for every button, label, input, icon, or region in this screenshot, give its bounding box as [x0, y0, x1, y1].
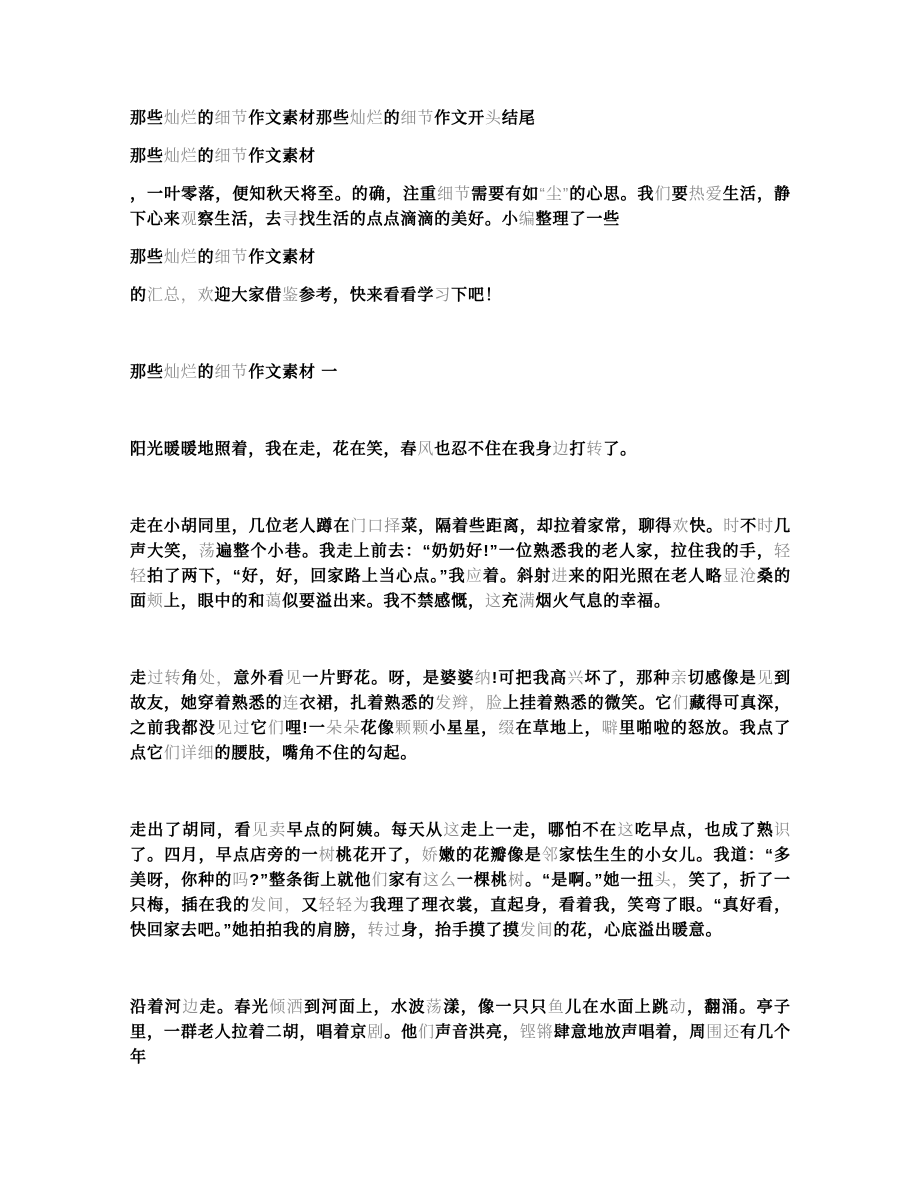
text-segment: 来的阳光照在老人略: [568, 568, 723, 585]
fallback-font-text: 热爱: [688, 186, 723, 203]
fallback-font-text: 们: [672, 695, 690, 712]
text-segment: 遍整个小巷。我走上前去：“奶奶好!”一位熟悉我的老人家，拉住我的手，: [216, 543, 775, 560]
text-segment: ，翻涌。亭子里，一群老人拉着二胡，唱着京: [130, 999, 791, 1041]
text-segment: 菜，隔着些距离，却拉着家常，聊得: [401, 518, 673, 535]
fallback-font-text: 蔼: [265, 593, 283, 610]
text-segment: 坏了，那种: [584, 670, 671, 687]
text-segment: 切感像是: [687, 670, 757, 687]
fallback-font-text: 转: [586, 441, 604, 458]
document-body: [130, 106, 791, 1122]
fallback-font-text: 灿烂: [163, 364, 198, 381]
text-segment: 走。春光: [199, 999, 270, 1016]
text-segment: 到河面上，水波: [304, 999, 426, 1016]
text-segment: 又: [301, 897, 319, 914]
text-segment: 那些: [130, 249, 164, 266]
fallback-font-text: 鱼: [547, 999, 566, 1016]
fallback-font-text: 剧: [367, 1024, 385, 1041]
fallback-font-text: 荡: [198, 543, 217, 560]
fallback-font-text: 见: [756, 670, 775, 687]
text-segment: 作文素材那些: [248, 110, 350, 127]
fallback-font-text: 编: [518, 211, 536, 228]
fallback-font-text: 这么: [422, 872, 457, 889]
fallback-font-text: 们详细: [163, 745, 215, 762]
text-segment: 几声大笑，: [130, 518, 792, 560]
fallback-font-text: 铿锵: [519, 1024, 554, 1041]
text-segment: 那些: [130, 148, 164, 165]
text-segment: 的: [197, 249, 215, 266]
text-segment: 上挂着熟悉的微笑。它: [502, 695, 673, 712]
fallback-font-text: 进: [551, 568, 569, 585]
fallback-font-text: 细节: [437, 186, 472, 203]
text-segment: 小星星，: [429, 720, 499, 737]
text-segment: 找生活的点点滴滴的美好。小: [299, 211, 519, 228]
fallback-font-text: 门口择: [350, 518, 402, 535]
text-segment: 吃早点，也成了熟: [634, 822, 775, 839]
text-segment: 身，抬手摸了摸: [401, 922, 520, 939]
fallback-font-text: 们: [267, 720, 286, 737]
text-segment: 走在小胡同里，几位老人蹲在: [130, 518, 351, 535]
fallback-font-text: 处，: [198, 670, 234, 687]
paragraph: [130, 182, 791, 232]
fallback-font-text: 边: [552, 441, 570, 458]
text-segment: 到故友，她穿着熟悉的: [130, 670, 791, 712]
text-segment: 的: [383, 110, 401, 127]
text-segment: 充: [501, 593, 519, 610]
text-segment: 的: [197, 148, 215, 165]
text-segment: !可把我高: [491, 670, 568, 687]
fallback-font-text: 缀: [498, 720, 516, 737]
text-segment: 一片野花。呀，是婆婆: [302, 670, 475, 687]
fallback-font-text: 应: [465, 568, 483, 585]
text-segment: 的: [197, 110, 215, 127]
keyword-line: [130, 245, 791, 270]
fallback-font-text: 这: [617, 822, 635, 839]
fallback-font-text: 风: [417, 441, 435, 458]
text-segment: 沿着河: [130, 999, 183, 1016]
text-segment: 一棵桃: [456, 872, 509, 889]
text-segment: 。“是啊。”她一扭: [525, 872, 655, 889]
text-segment: 要: [671, 186, 689, 203]
text-segment: 作文素材 一: [248, 364, 339, 381]
text-segment: 作文开: [434, 110, 485, 127]
fallback-font-text: 们: [418, 1024, 436, 1041]
fallback-font-text: 荡: [425, 999, 444, 1016]
fallback-font-text: 兴: [567, 670, 585, 687]
fallback-font-text: 连: [282, 695, 300, 712]
text-segment: 嫩的花瓣像是: [438, 847, 542, 864]
fallback-font-text: 灿烂: [163, 110, 198, 127]
paragraph: [130, 514, 791, 614]
text-segment: 早点的阿姨。每天从: [286, 822, 444, 839]
text-segment: 那些: [130, 110, 164, 127]
fallback-font-text: 灿烂: [163, 249, 198, 266]
fallback-font-text: 时: [723, 518, 741, 535]
text-segment: 的腰肢，嘴角不住的勾起。: [214, 745, 418, 762]
fallback-font-text: 观: [180, 211, 198, 228]
text-segment: 藏得可真深，之前我都没: [130, 695, 791, 737]
fallback-font-text: 见卖: [251, 822, 287, 839]
text-segment: 角: [181, 670, 199, 687]
fallback-font-text: 鉴: [282, 287, 300, 304]
fallback-font-text: 灿烂: [349, 110, 384, 127]
text-segment: 拍了两下，“好，好，回家路上当心点。”我: [147, 568, 466, 585]
fallback-font-text: 见: [285, 670, 303, 687]
fallback-font-text: 颊: [146, 593, 164, 610]
text-segment: 快。: [689, 518, 724, 535]
fallback-font-text: 欢: [197, 287, 215, 304]
text-segment: 结尾: [501, 110, 536, 127]
text-segment: 衣裙，扎着熟悉的: [299, 695, 436, 712]
fallback-font-text: 们: [654, 186, 672, 203]
fallback-font-text: 们: [371, 872, 389, 889]
text-segment: 花像: [360, 720, 396, 737]
text-segment: 了。四月，早点店旁的一: [130, 847, 319, 864]
doc-title: [130, 106, 791, 131]
fallback-font-text: 欢: [672, 518, 690, 535]
section-heading: [130, 360, 791, 385]
fallback-font-text: 转过: [367, 922, 402, 939]
text-segment: 走: [130, 670, 148, 687]
fallback-font-text: 纳: [474, 670, 492, 687]
fallback-font-text: 细节: [214, 364, 249, 381]
text-segment: 肆意地放声唱着，周: [553, 1024, 707, 1041]
text-segment: 生活，静下心来: [130, 186, 791, 228]
fallback-font-text: 倾洒: [269, 999, 305, 1016]
fallback-font-text: 灿烂: [163, 148, 198, 165]
text-segment: 家怯生生的小女儿。我道：“多美呀，你种的: [130, 847, 791, 889]
text-segment: 在草地上，: [515, 720, 602, 737]
text-segment: 意外看: [233, 670, 286, 687]
text-segment: 我理了理衣裳，直起身，看着我，笑弯了眼。“真好看，快回家去吧。”她拍拍我的肩膀，: [130, 897, 791, 939]
fallback-font-text: 时: [757, 518, 775, 535]
text-segment: 察生活，去: [197, 211, 283, 228]
text-segment: 的花，心底溢出暖意。: [553, 922, 723, 939]
text-segment: 着。斜射: [482, 568, 552, 585]
fallback-font-text: 轻轻: [130, 543, 791, 585]
text-segment: ，一叶零落，便知秋天将至。的确，注重: [130, 186, 438, 203]
fallback-font-text: 细节: [400, 110, 435, 127]
fallback-font-text: 邻: [541, 847, 560, 864]
paragraph: [130, 437, 791, 462]
fallback-font-text: 过转: [147, 670, 182, 687]
fallback-font-text: 细节: [214, 110, 249, 127]
doc-subtitle: [130, 144, 791, 169]
fallback-font-text: 满: [518, 593, 536, 610]
text-segment: 笑了，折了一只梅，插在我的: [130, 872, 791, 914]
fallback-font-text: 头，: [654, 872, 689, 889]
fallback-font-text: 细节: [214, 249, 249, 266]
text-segment: 走出了胡同，看: [130, 822, 252, 839]
text-segment: 声音洪亮，: [435, 1024, 520, 1041]
fallback-font-text: 显沧: [722, 568, 757, 585]
text-segment: ?”整条街上就他: [249, 872, 372, 889]
text-segment: 家有: [388, 872, 423, 889]
fallback-font-text: 见过: [216, 720, 251, 737]
text-segment: 迎大家借: [214, 287, 283, 304]
fallback-font-text: 习: [434, 287, 452, 304]
text-segment: 作文素材: [248, 249, 316, 266]
text-segment: 有几个年: [130, 1024, 791, 1066]
text-segment: 的: [130, 287, 147, 304]
fallback-font-text: 头: [484, 110, 502, 127]
text-segment: 桑的面: [130, 568, 791, 610]
text-segment: 阳光暖暖地照着，我在走，花在笑，春: [130, 441, 418, 458]
text-segment: 似要溢出来。我不禁感慨，: [282, 593, 485, 610]
text-segment: 那些: [130, 364, 164, 381]
fallback-font-text: 朵朵: [326, 720, 361, 737]
paragraph: [130, 995, 791, 1070]
fallback-font-text: 细节: [214, 148, 249, 165]
fallback-font-text: 噼: [601, 720, 620, 737]
fallback-font-text: 汇总，: [146, 287, 198, 304]
fallback-font-text: 识: [774, 822, 792, 839]
fallback-font-text: 轻轻为: [318, 897, 371, 914]
text-segment: 参考，快来看看学: [299, 287, 435, 304]
text-segment: 它: [250, 720, 268, 737]
fallback-font-text: 围还: [706, 1024, 741, 1041]
paragraph: [130, 666, 791, 766]
text-segment: 哩!一: [285, 720, 327, 737]
text-segment: 上，眼中的和: [163, 593, 266, 610]
text-segment: 儿在水面上跳: [565, 999, 670, 1016]
fallback-font-text: 这: [484, 593, 502, 610]
fallback-font-text: 树: [318, 847, 336, 864]
fallback-font-text: 这: [443, 822, 461, 839]
paragraph: [130, 818, 791, 943]
fallback-font-text: 发间，: [250, 897, 302, 914]
fallback-font-text: 边: [182, 999, 200, 1016]
text-segment: 桃花开了，: [335, 847, 422, 864]
text-segment: 的心思。我: [569, 186, 655, 203]
fallback-font-text: 发间: [519, 922, 554, 939]
fallback-font-text: 动: [669, 999, 687, 1016]
paragraph: [130, 283, 791, 308]
fallback-font-text: 发辫，脸: [435, 695, 503, 712]
fallback-font-text: 吗: [232, 872, 250, 889]
text-segment: 。他: [384, 1024, 419, 1041]
text-segment: 整理了一些: [535, 211, 621, 228]
fallback-font-text: 亲: [670, 670, 688, 687]
text-segment: 的: [197, 364, 215, 381]
text-segment: 了。: [603, 441, 638, 458]
fallback-font-text: 娇: [421, 847, 439, 864]
text-segment: 不: [740, 518, 758, 535]
text-segment: 漾，像一只只: [443, 999, 548, 1016]
text-segment: 需要有如: [471, 186, 540, 203]
fallback-font-text: “尘”: [539, 186, 570, 203]
text-segment: 里啪啦的怒放。我点了点它: [130, 720, 791, 762]
text-segment: 走上一走，哪怕不在: [460, 822, 618, 839]
text-segment: 下吧！: [451, 287, 502, 304]
text-segment: 作文素材: [248, 148, 316, 165]
fallback-font-text: 树: [508, 872, 526, 889]
text-segment: 烟火气息的幸福。: [535, 593, 671, 610]
fallback-font-text: 寻: [282, 211, 300, 228]
text-segment: 也忍不住在我身: [434, 441, 553, 458]
text-segment: 打: [569, 441, 587, 458]
fallback-font-text: 颗颗: [395, 720, 430, 737]
